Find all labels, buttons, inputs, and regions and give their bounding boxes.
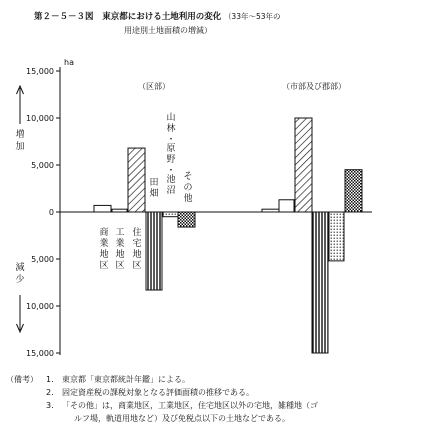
note-number-1: 1. [46, 375, 54, 384]
category-label-forest [166, 111, 175, 196]
note-text-1: 東京都「東京都統計年鑑」による。 [62, 375, 190, 384]
svg-text:・: ・ [166, 166, 176, 176]
svg-text:地: 地 [132, 250, 142, 260]
category-label-commercial [99, 226, 108, 271]
svg-text:地: 地 [115, 250, 125, 260]
note-number-2: 2. [46, 388, 54, 397]
svg-text:・: ・ [166, 135, 176, 145]
svg-text:工: 工 [115, 228, 125, 238]
bar-ward-1 [94, 205, 111, 212]
decrease-label [15, 261, 24, 285]
svg-text:区: 区 [115, 261, 125, 271]
svg-text:増: 増 [15, 130, 25, 140]
svg-text:山: 山 [166, 113, 176, 123]
y-unit-label: ha [64, 58, 74, 67]
bar-ward-6 [178, 212, 195, 227]
svg-text:業: 業 [115, 239, 125, 249]
bar-ward-3 [128, 148, 145, 212]
bar-ward-2 [112, 209, 127, 212]
svg-text:減: 減 [15, 263, 25, 273]
svg-text:業: 業 [99, 239, 109, 249]
svg-text:区: 区 [99, 261, 109, 271]
svg-text:少: 少 [15, 275, 25, 285]
svg-text:そ: そ [183, 172, 193, 182]
svg-text:池: 池 [166, 175, 176, 185]
note-text-2: 固定資産税の課税対象となる評価面積の推移である。 [62, 388, 254, 397]
svg-text:区: 区 [132, 261, 142, 271]
svg-text:住: 住 [132, 228, 142, 238]
y-tick-label: 10,000 [26, 114, 54, 123]
y-tick-label: 5,000 [31, 255, 54, 264]
svg-text:他: 他 [183, 194, 193, 204]
figure-number: 第２－５－３図 [34, 12, 94, 22]
figure-main-title: 東京都における土地利用の変化 [102, 12, 222, 22]
group-label-ward: （区部） [138, 82, 170, 91]
svg-text:田: 田 [149, 178, 159, 188]
category-label-industrial [115, 227, 124, 271]
svg-text:加: 加 [15, 142, 25, 152]
bar-city-4 [312, 212, 328, 353]
bar-city-6 [345, 170, 362, 212]
note-text-3: 「その他」は，商業地区，工業地区，住宅地区以外の宅地，雑種地（ゴ [62, 401, 318, 410]
bar-city-2 [279, 200, 294, 212]
note-row-3 [6, 399, 434, 412]
category-label-other [183, 171, 192, 204]
figure-subtitle: 用途別土地面積の増減） [124, 26, 212, 35]
svg-text:林: 林 [166, 124, 176, 134]
y-tick-label: 5,000 [31, 161, 54, 170]
increase-label [15, 128, 24, 152]
svg-text:沼: 沼 [166, 186, 176, 196]
bar-city-5 [329, 212, 344, 261]
note-row-3-continued [6, 412, 434, 425]
note-text-3-continued: ルフ場，軌道用地など）及び免税点以下の土地などである。 [74, 414, 290, 423]
notes [6, 373, 434, 425]
y-tick-label: 15,000 [26, 349, 54, 358]
y-tick-label: 0 [48, 208, 54, 217]
y-tick-label: 10,000 [26, 302, 54, 311]
svg-text:地: 地 [99, 250, 109, 260]
figure-period: （33年～53年の [223, 12, 281, 21]
svg-text:原: 原 [166, 144, 176, 154]
notes-heading: （備考） [6, 375, 38, 384]
y-tick-label: 15,000 [26, 67, 54, 76]
category-label-paddy [149, 177, 158, 199]
bar-ward-4 [146, 212, 162, 290]
svg-text:宅: 宅 [132, 239, 142, 249]
bar-city-1 [262, 209, 279, 212]
note-number-3: 3. [46, 401, 54, 410]
bar-city-3 [295, 118, 312, 212]
bar-ward-5 [163, 212, 178, 217]
svg-text:畑: 畑 [149, 189, 159, 199]
svg-text:野: 野 [166, 155, 176, 165]
note-row-1 [6, 373, 434, 386]
group-label-city: （市部及び郡部） [282, 82, 346, 91]
svg-text:商: 商 [99, 228, 109, 238]
category-label-residential [132, 226, 141, 271]
note-row-2 [6, 386, 434, 399]
svg-text:の: の [183, 183, 193, 193]
